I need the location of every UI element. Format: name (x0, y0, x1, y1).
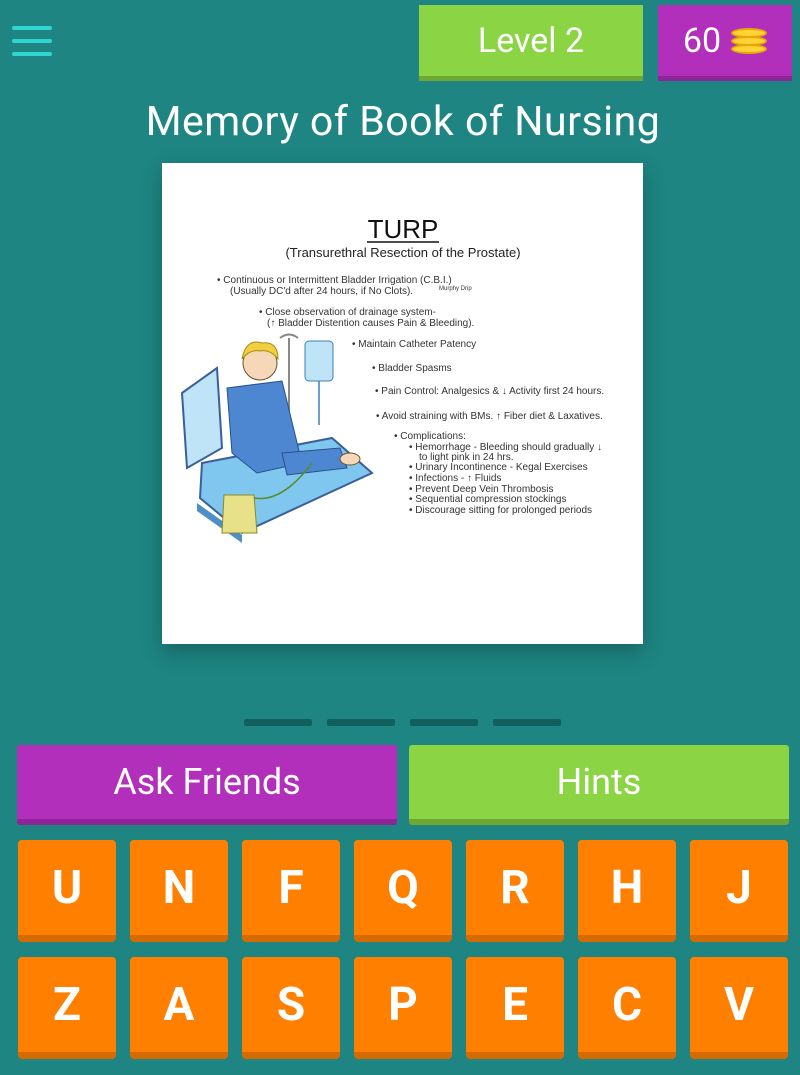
answer-slot[interactable] (244, 719, 312, 726)
letter-key[interactable]: S (242, 957, 340, 1059)
letter-key[interactable]: R (466, 840, 564, 942)
svg-text:• Complications:: • Complications: (394, 431, 466, 442)
svg-text:Murphy Drip: Murphy Drip (439, 286, 472, 292)
hints-button[interactable]: Hints (409, 745, 789, 825)
coin-count: 60 (682, 20, 722, 61)
svg-text:• Pain Control: Analgesics & ↓: • Pain Control: Analgesics & ↓ Activity first 24 hours. (375, 386, 605, 397)
letter-key[interactable]: A (130, 957, 228, 1059)
svg-text:• Infections - ↑ Fluids: • Infections - ↑ Fluids (409, 473, 502, 484)
svg-text:• Hemorrhage - Bleeding should: • Hemorrhage - Bleeding should gradually ↓ (409, 442, 603, 453)
svg-text:• Discourage sitting for prolo: • Discourage sitting for prolonged periods (409, 505, 593, 516)
svg-text:(↑ Bladder Distention causes P: (↑ Bladder Distention causes Pain & Bleeding). (267, 318, 475, 329)
letter-key[interactable]: F (242, 840, 340, 942)
hamburger-menu-icon[interactable] (12, 26, 52, 60)
picture-heading: TURP (367, 214, 439, 244)
coin-stack-icon (731, 26, 767, 56)
ask-friends-button[interactable]: Ask Friends (17, 745, 397, 825)
svg-text:• Continuous or Intermittent B: • Continuous or Intermittent Bladder Irrigation (C.B.I.) (217, 275, 452, 286)
answer-slot[interactable] (493, 719, 561, 726)
picture-subheading: (Transurethral Resection of the Prostate) (285, 245, 521, 260)
level-badge (419, 5, 643, 81)
letter-key[interactable]: P (354, 957, 452, 1059)
letter-key[interactable]: Z (18, 957, 116, 1059)
svg-text:• Urinary Incontinence - Kegal: • Urinary Incontinence - Kegal Exercises (409, 462, 588, 473)
svg-text:• Prevent Deep Vein Thrombosis: • Prevent Deep Vein Thrombosis (409, 484, 554, 495)
svg-text:to light pink in 24 hrs.: to light pink in 24 hrs. (419, 452, 514, 463)
letter-key[interactable]: H (578, 840, 676, 942)
puzzle-picture (162, 163, 643, 644)
svg-text:(Usually DC'd after 24 hours,: (Usually DC'd after 24 hours, if No Clots). (230, 286, 414, 297)
letter-key[interactable]: N (130, 840, 228, 942)
coins-badge[interactable] (658, 5, 792, 81)
answer-slot[interactable] (327, 719, 395, 726)
svg-text:• Close observation of drainag: • Close observation of drainage system- (259, 307, 436, 318)
answer-slots (244, 719, 561, 726)
letter-key[interactable]: J (690, 840, 788, 942)
level-label: Level 2 (477, 20, 585, 61)
letter-key[interactable]: E (466, 957, 564, 1059)
letter-key[interactable]: U (18, 840, 116, 942)
svg-text:• Avoid straining with BMs. ↑: • Avoid straining with BMs. ↑ Fiber diet & Laxatives. (376, 411, 603, 422)
patient-illustration (182, 335, 372, 544)
letter-key[interactable]: C (578, 957, 676, 1059)
puzzle-title: Memory of Book of Nursing (145, 98, 661, 146)
svg-text:• Maintain Catheter Patency: • Maintain Catheter Patency (352, 339, 477, 350)
letter-key[interactable]: V (690, 957, 788, 1059)
answer-slot[interactable] (410, 719, 478, 726)
svg-text:• Bladder Spasms: • Bladder Spasms (372, 363, 452, 374)
letter-key[interactable]: Q (354, 840, 452, 942)
svg-text:• Sequential compression stock: • Sequential compression stockings (409, 494, 567, 505)
